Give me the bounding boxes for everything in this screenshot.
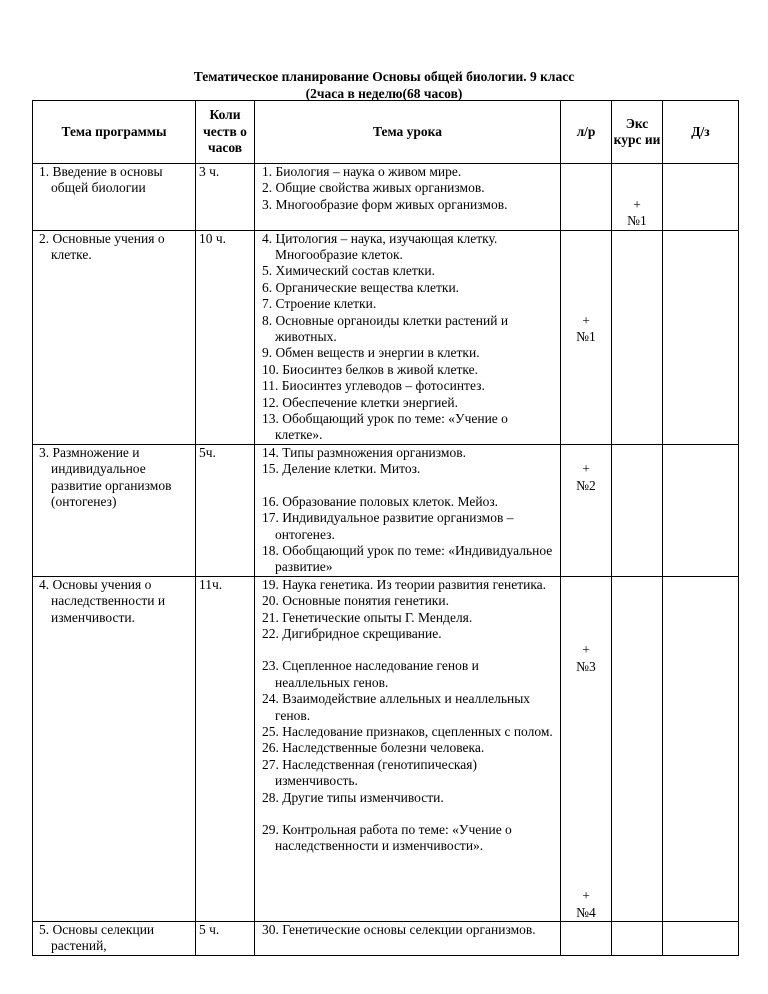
- lesson-item: 5. Химический состав клетки.: [262, 263, 435, 279]
- header-lesson: Тема урока: [255, 101, 561, 164]
- lab-cell: [561, 576, 612, 921]
- lesson-item: 26. Наследственные болезни человека.: [262, 740, 485, 756]
- excursion-spacer: [615, 180, 659, 196]
- lesson-cell: [255, 230, 561, 444]
- lab-mark: №1: [576, 328, 596, 344]
- lab-spacer: [564, 213, 608, 229]
- lab-spacer: [564, 757, 608, 773]
- lesson-item: 28. Другие типы изменчивости.: [262, 789, 444, 805]
- hours-cell: [196, 444, 255, 576]
- lab-mark: №4: [576, 904, 596, 920]
- hours-cell: [196, 230, 255, 444]
- table-row: [33, 230, 739, 444]
- lesson-item: 12. Обеспечение клетки энергией.: [262, 394, 458, 410]
- excursion-cell: [612, 164, 663, 231]
- lesson-item: 23. Сцепленное наследование генов и неаллельных генов.: [262, 658, 479, 690]
- lesson-item: 8. Основные органоиды клетки растений и животных.: [262, 312, 509, 345]
- lab-spacer: [564, 790, 608, 806]
- lesson-cell: [255, 576, 561, 921]
- homework-cell: [663, 576, 739, 921]
- homework-cell: [663, 444, 739, 576]
- lesson-item: 15. Деление клетки. Митоз.: [262, 461, 421, 477]
- lesson-item: 25. Наследование признаков, сцепленных с полом.: [262, 723, 553, 739]
- header-hours: Коли честв о часов: [196, 101, 255, 164]
- excursion-cell: [612, 576, 663, 921]
- lab-spacer: [564, 855, 608, 871]
- lab-cell: [561, 921, 612, 955]
- lesson-item: 2. Общие свойства живых организмов.: [262, 180, 485, 196]
- lesson-item: 4. Цитология – наука, изучающая клетку. Многообразие клеток.: [262, 230, 498, 262]
- lesson-item: 29. Контрольная работа по теме: «Учение о наследственности и изменчивости».: [262, 822, 512, 854]
- hours-cell: [196, 576, 255, 921]
- lab-spacer: [564, 247, 608, 263]
- table-row: [33, 921, 739, 955]
- planning-table: [32, 100, 739, 956]
- lab-spacer: [564, 823, 608, 839]
- program-cell: [33, 921, 196, 955]
- lesson-item: 30. Генетические основы селекции организмов.: [262, 921, 536, 937]
- lab-spacer: [564, 164, 608, 180]
- document-subtitle: (2часа в неделю(68 часов): [305, 86, 463, 101]
- lab-spacer: [564, 280, 608, 296]
- lesson-item: 22. Дигибридное скрещивание.: [262, 625, 442, 641]
- lesson-item: 27. Наследственная (генотипическая) изменчивость.: [262, 756, 477, 789]
- program-topic: 5. Основы селекции растений,: [39, 921, 155, 954]
- program-cell: [33, 164, 196, 231]
- lab-spacer: [564, 296, 608, 312]
- lesson-cell: [255, 444, 561, 576]
- homework-cell: [663, 164, 739, 231]
- lesson-item: 24. Взаимодействие аллельных и неаллельных генов.: [262, 691, 531, 723]
- table-row: [33, 576, 739, 921]
- lab-spacer: [564, 708, 608, 724]
- program-topic: 3. Размножение и индивидуальное развитие организмов (онтогенез): [39, 444, 172, 510]
- lesson-cell: [255, 164, 561, 231]
- homework-cell: [663, 921, 739, 955]
- lesson-spacer: [258, 478, 557, 494]
- program-topic: 1. Введение в основы общей биологии: [39, 164, 163, 196]
- lab-spacer: [564, 741, 608, 757]
- lesson-item: 3. Многообразие форм живых организмов.: [262, 196, 508, 212]
- lesson-item: 21. Генетические опыты Г. Менделя.: [262, 609, 473, 625]
- hours-cell: [196, 921, 255, 955]
- program-topic: 2. Основные учения о клетке.: [39, 230, 165, 262]
- lesson-item: 9. Обмен веществ и энергии в клетки.: [262, 345, 480, 361]
- lesson-item: 10. Биосинтез белков в живой клетке.: [262, 361, 479, 377]
- lesson-item: 11. Биосинтез углеводов – фотосинтез.: [262, 378, 485, 394]
- hours-value: 5ч.: [199, 444, 216, 460]
- hours-value: 3 ч.: [199, 164, 220, 179]
- lab-spacer: [564, 577, 608, 593]
- lab-mark: №2: [576, 477, 596, 493]
- lab-spacer: [564, 691, 608, 707]
- lesson-cell: [255, 921, 561, 955]
- program-cell: [33, 230, 196, 444]
- lab-spacer: [564, 724, 608, 740]
- lab-mark: +: [582, 461, 590, 477]
- lesson-spacer: [258, 642, 557, 658]
- header-homework: Д/з: [663, 101, 739, 164]
- homework-cell: [663, 230, 739, 444]
- excursion-mark: +: [633, 196, 641, 212]
- program-cell: [33, 576, 196, 921]
- lesson-item: 1. Биология – наука о живом мире.: [262, 164, 462, 179]
- document-title: Тематическое планирование Основы общей биологии. 9 класс: [193, 69, 575, 84]
- lab-mark: №3: [576, 658, 596, 674]
- lab-spacer: [564, 197, 608, 213]
- header-program: Тема программы: [33, 101, 196, 164]
- hours-cell: [196, 164, 255, 231]
- header-lab: л/р: [561, 101, 612, 164]
- excursion-cell: [612, 444, 663, 576]
- lab-spacer: [564, 806, 608, 822]
- lesson-item: 14. Типы размножения организмов.: [262, 444, 466, 460]
- lab-spacer: [564, 773, 608, 789]
- program-topic: 4. Основы учения о наследственности и изменчивости.: [39, 576, 166, 625]
- lab-spacer: [564, 610, 608, 626]
- excursion-spacer: [615, 164, 659, 180]
- lesson-item: 18. Обобщающий урок по теме: «Индивидуальное развитие»: [262, 542, 553, 575]
- lesson-item: 16. Образование половых клеток. Мейоз.: [262, 493, 499, 509]
- hours-value: 5 ч.: [199, 921, 220, 937]
- excursion-mark: №1: [627, 213, 647, 229]
- lesson-item: 6. Органические вещества клетки.: [262, 279, 460, 295]
- lesson-spacer: [258, 806, 557, 822]
- lab-mark: +: [582, 888, 590, 904]
- excursion-cell: [612, 921, 663, 955]
- lesson-item: 17. Индивидуальное развитие организмов – онтогенез.: [262, 510, 514, 542]
- hours-value: 10 ч.: [199, 230, 227, 246]
- lab-spacer: [564, 872, 608, 888]
- lab-spacer: [564, 231, 608, 247]
- lesson-item: 13. Обобщающий урок по теме: «Учение о клетке».: [262, 411, 508, 443]
- lab-spacer: [564, 180, 608, 196]
- excursion-cell: [612, 230, 663, 444]
- hours-value: 11ч.: [199, 576, 223, 592]
- header-excursion: Экс курс ии: [612, 101, 663, 164]
- lab-cell: [561, 444, 612, 576]
- lab-spacer: [564, 445, 608, 461]
- lab-cell: [561, 230, 612, 444]
- header-row: [33, 101, 739, 164]
- lab-mark: +: [582, 312, 590, 328]
- lab-spacer: [564, 675, 608, 691]
- lesson-item: 19. Наука генетика. Из теории развития генетика.: [262, 576, 547, 592]
- program-cell: [33, 444, 196, 576]
- lab-spacer: [564, 626, 608, 642]
- table-row: [33, 164, 739, 231]
- lesson-item: 7. Строение клетки.: [262, 296, 377, 312]
- table-row: [33, 444, 739, 576]
- lesson-item: 20. Основные понятия генетики.: [262, 593, 449, 609]
- lab-spacer: [564, 839, 608, 855]
- lab-spacer: [564, 593, 608, 609]
- lab-mark: +: [582, 642, 590, 658]
- lab-spacer: [564, 263, 608, 279]
- lab-cell: [561, 164, 612, 231]
